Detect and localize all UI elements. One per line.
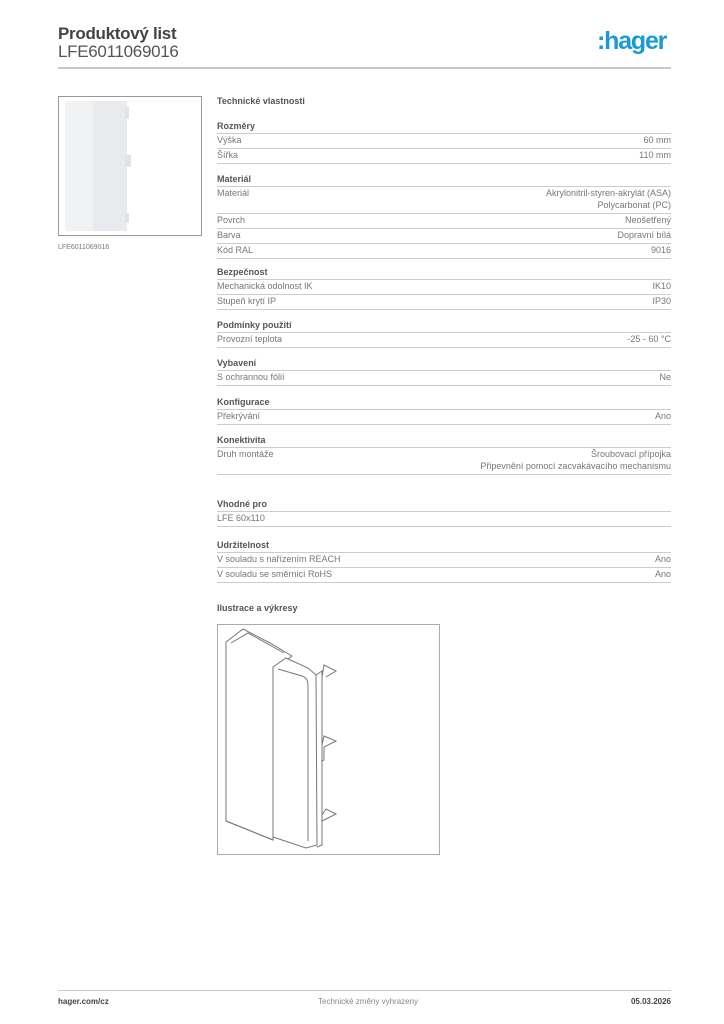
property-row bbox=[217, 448, 671, 475]
property-label: Kód RAL bbox=[217, 244, 254, 255]
property-value-line: Ano bbox=[654, 569, 671, 579]
property-value-line: Ne bbox=[659, 372, 671, 382]
property-label: Šířka bbox=[217, 150, 239, 160]
section-3 bbox=[217, 266, 671, 310]
property-value-line: Ano bbox=[654, 554, 671, 564]
property-value-line: Šroubovací přípojka bbox=[590, 449, 671, 459]
section-heading: Udržitelnost bbox=[217, 539, 671, 553]
property-value-line: IK10 bbox=[652, 281, 671, 291]
property-value bbox=[655, 554, 671, 566]
property-value bbox=[652, 296, 671, 308]
property-value-line: Připevnění pomocí zacvakávacího mechanismu bbox=[480, 460, 671, 471]
section-heading: Bezpečnost bbox=[217, 266, 671, 280]
property-label: V souladu se směrnicí RoHS bbox=[217, 569, 333, 579]
section-5 bbox=[217, 357, 671, 386]
property-row bbox=[217, 371, 671, 386]
footer-date: 05.03.2026 bbox=[630, 997, 671, 1006]
property-label: Překrývání bbox=[217, 411, 261, 421]
footer-website-link[interactable]: hager.com/cz bbox=[58, 997, 109, 1006]
technical-properties-heading: Technické vlastnosti bbox=[217, 96, 305, 106]
product-drawing bbox=[218, 625, 439, 854]
property-value bbox=[643, 135, 671, 147]
property-row bbox=[217, 214, 671, 229]
property-value-line: Dopravní bílá bbox=[617, 229, 671, 240]
section-4 bbox=[217, 319, 671, 348]
property-value bbox=[652, 281, 671, 293]
section-1 bbox=[217, 120, 671, 164]
section-heading: Vybavení bbox=[217, 357, 671, 371]
property-value bbox=[627, 334, 671, 346]
property-label: Stupeň krytí IP bbox=[217, 296, 277, 306]
section-7 bbox=[217, 434, 671, 475]
property-row bbox=[217, 410, 671, 425]
section-2 bbox=[217, 173, 671, 259]
footer-notice: Technické změny vyhrazeny bbox=[318, 997, 419, 1006]
property-value bbox=[617, 230, 671, 242]
property-value-line: Neošetřený bbox=[624, 214, 671, 225]
section-heading: Podmínky použití bbox=[217, 319, 671, 333]
product-photo bbox=[58, 96, 202, 236]
property-row bbox=[217, 568, 671, 583]
property-label: Materiál bbox=[217, 188, 250, 198]
page-title: Produktový list bbox=[58, 24, 177, 43]
hager-logo: :hager bbox=[597, 27, 667, 55]
property-row bbox=[217, 134, 671, 149]
illustrations-heading: Ilustrace a výkresy bbox=[217, 603, 298, 613]
section-8 bbox=[217, 498, 671, 527]
property-value bbox=[480, 449, 671, 472]
property-row bbox=[217, 149, 671, 164]
property-label: V souladu s nařízením REACH bbox=[217, 554, 341, 564]
property-row bbox=[217, 295, 671, 310]
section-heading: Vhodné pro bbox=[217, 498, 671, 512]
property-value bbox=[639, 150, 671, 162]
header-divider bbox=[58, 67, 671, 69]
property-value bbox=[651, 245, 671, 257]
section-heading: Konfigurace bbox=[217, 396, 671, 410]
property-value bbox=[659, 372, 671, 384]
product-photo-image bbox=[59, 97, 201, 235]
property-label: LFE 60x110 bbox=[217, 513, 265, 523]
property-value-line: 9016 bbox=[650, 244, 671, 255]
product-code: LFE6011069016 bbox=[58, 42, 179, 61]
property-row bbox=[217, 187, 671, 214]
property-label: S ochrannou fólií bbox=[217, 372, 285, 382]
property-value-line: -25 - 60 °C bbox=[627, 334, 671, 344]
section-9 bbox=[217, 539, 671, 583]
property-value-line: IP30 bbox=[652, 296, 671, 306]
property-label: Barva bbox=[217, 229, 241, 240]
property-value bbox=[546, 188, 671, 211]
property-label: Provozní teplota bbox=[217, 334, 283, 344]
section-6 bbox=[217, 396, 671, 425]
technical-drawing bbox=[217, 624, 440, 855]
section-heading: Konektivita bbox=[217, 434, 671, 448]
section-heading: Rozměry bbox=[217, 120, 671, 134]
property-value bbox=[655, 411, 671, 423]
property-label: Mechanická odolnost IK bbox=[217, 281, 313, 291]
property-label: Druh montáže bbox=[217, 449, 274, 459]
property-row bbox=[217, 280, 671, 295]
photo-caption: LFE6011069016 bbox=[58, 244, 110, 251]
property-row bbox=[217, 244, 671, 259]
property-row bbox=[217, 512, 671, 527]
property-value-line: Polycarbonat (PC) bbox=[597, 199, 671, 210]
property-row bbox=[217, 333, 671, 348]
property-row bbox=[217, 553, 671, 568]
property-value bbox=[655, 569, 671, 581]
property-value-line: Akrylonitril-styren-akrylát (ASA) bbox=[545, 188, 671, 198]
footer-divider bbox=[58, 990, 671, 991]
property-value-line: 110 mm bbox=[639, 150, 671, 160]
property-value-line: Ano bbox=[654, 411, 671, 421]
property-value bbox=[625, 215, 671, 227]
property-label: Výška bbox=[217, 135, 242, 145]
property-value-line: 60 mm bbox=[643, 135, 671, 145]
property-label: Povrch bbox=[217, 214, 246, 225]
section-heading: Materiál bbox=[217, 173, 671, 187]
property-row bbox=[217, 229, 671, 244]
